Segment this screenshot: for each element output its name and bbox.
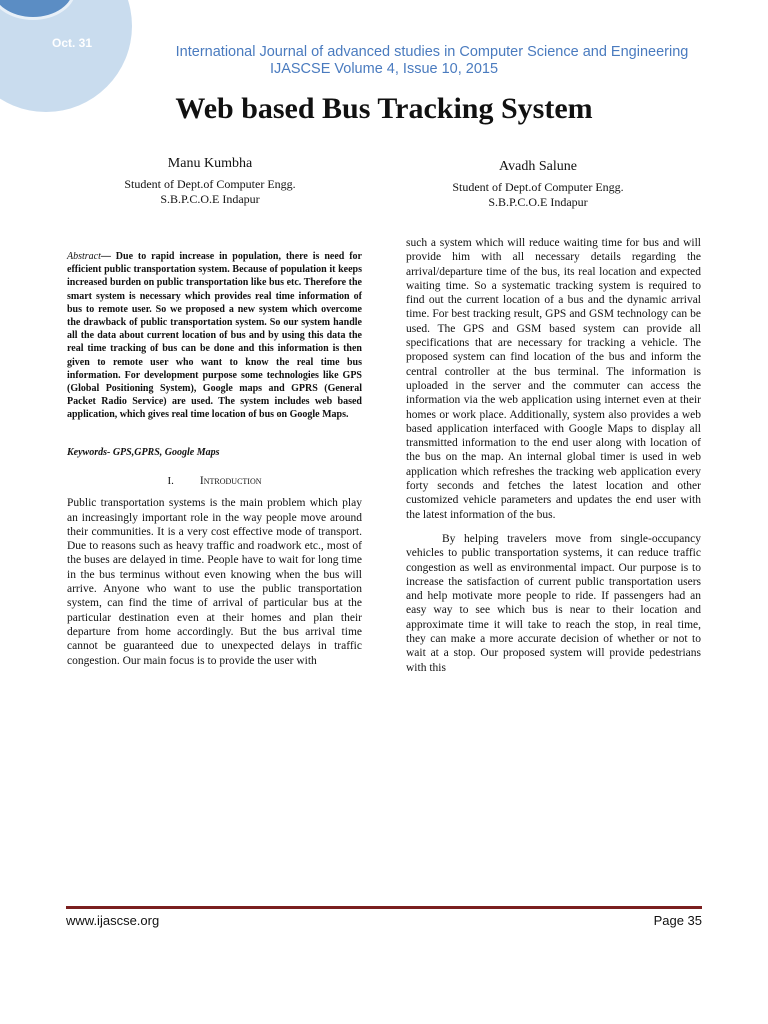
author-institute: S.B.P.C.O.E Indapur xyxy=(488,195,588,209)
journal-header xyxy=(0,44,768,78)
header-badge-inner xyxy=(0,0,76,20)
section-title: Introduction xyxy=(199,474,262,487)
author-dept: Student of Dept.of Computer Engg. xyxy=(124,177,296,191)
author-block-1 xyxy=(80,156,340,207)
journal-volume: IJASCSE Volume 4, Issue 10, 2015 xyxy=(269,61,499,77)
abstract xyxy=(67,250,362,422)
abstract-label: Abstract xyxy=(67,251,101,262)
intro-paragraph: Public transportation systems is the main problem which play an increasingly important role in the way people move around their communities. It is a very cost effective mode of transport. Due to reasons such as heavy traffic and roadwork etc., most of the buses are delayed in time. People have to wait for long time in the bus terminus without even knowing when the bus will arrive. Anyone who want to use the public transportation system, can find the time of arrival of particular bus at the particular destination even at their homes and plan their departure from home accordingly. But the bus arrival time cannot be guaranteed due to unexpected delays in traffic congestion. Our main focus is to provide the user with xyxy=(67,497,362,667)
paper-title: Web based Bus Tracking System xyxy=(175,92,593,125)
journal-name: International Journal of advanced studies in Computer Science and Engineering xyxy=(175,44,689,60)
footer-page-number: Page 35 xyxy=(653,913,702,928)
section-number: I. xyxy=(167,474,174,487)
right-column xyxy=(406,236,701,675)
issue-date: Oct. 31 xyxy=(52,36,93,50)
section-heading xyxy=(67,474,362,488)
left-column xyxy=(67,250,362,668)
author-institute: S.B.P.C.O.E Indapur xyxy=(160,192,260,206)
footer-rule xyxy=(66,906,702,909)
author-name: Manu Kumbha xyxy=(167,156,253,171)
keywords: Keywords- GPS,GPRS, Google Maps xyxy=(67,446,220,458)
body-paragraph-2: By helping travelers move from single-occupancy vehicles to public transportation systems, it can reduce traffic congestion as well as environmental impact. Our purpose is to increase the satisfaction of current public transportation users and help motivate more people to ride. If passengers had an easy way to see which bus is near to their location and approximate time it will take to reach the stop, in real time, they can make a more accurate decision of whether or not to wait at a stop. Our proposed system will provide pedestrians with this xyxy=(406,532,701,674)
author-name: Avadh Salune xyxy=(499,159,577,174)
author-dept: Student of Dept.of Computer Engg. xyxy=(452,180,624,194)
footer-website: www.ijascse.org xyxy=(66,913,160,928)
abstract-text: — Due to rapid increase in population, there is need for efficient public transportation system. Because of population it keeps increased burden on public transportation like bus etc. Therefore the smart system is necessary which provides real time information of bus to remote user. So we proposed a new system which overcome the drawback of public transportation system. So our system handle all the data about current location of bus and by using this data the real time tracking of bus can be done and this information is then given to remote user who want to know the real time bus information. For development purpose some technologies like GPS (Global Positioning System), Google maps and GPRS (General Packet Radio Service) are used. The system includes web based application, which gives real time location of bus on Google Maps. xyxy=(67,251,362,421)
body-paragraph-1: such a system which will reduce waiting time for bus and will provide him with all necessary details regarding the arrival/departure time of the bus, its real location and expected waiting time. So a systematic tracking system is required to find out the current location of a bus and the dynamic arrival time. For best tracking result, GPS and GSM technology can be used. The GPS and GSM based system can provide all specifications that are necessary for tracking a vehicle. The proposed system can find location of the bus and inform the central controller at the bus terminal. The information is uploaded in the server and the commuter can access the information via the web application using internet even at their homes or work place. Additionally, system also provides a web based application interfaced with Google Maps to display all transmitted information to the end user along with location of the bus on the map. An internal global timer is used in web application which refreshes the tracking web application every forty seconds and fetches the latest location and other customized vehicle parameters and updates the end user with the latest information of the bus. xyxy=(406,237,701,521)
author-block-2 xyxy=(408,159,668,210)
